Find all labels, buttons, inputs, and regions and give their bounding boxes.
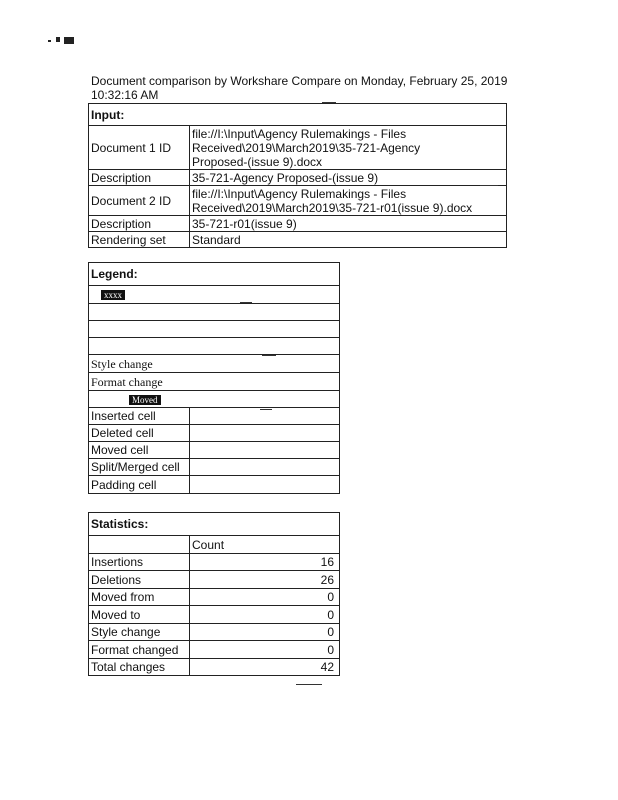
stat-label: Deletions (89, 571, 190, 589)
rendering-set-label: Rendering set (89, 232, 190, 248)
moved-highlight: Moved (129, 395, 161, 405)
statistics-table (88, 512, 340, 676)
legend-padding-cell-swatch (190, 476, 340, 494)
description-2-label: Description (89, 216, 190, 232)
stat-label: Total changes (89, 659, 190, 676)
scan-speck (262, 355, 276, 356)
header-line-1: Document comparison by Workshare Compare on Monday, February 25, 2019 (91, 74, 508, 88)
description-1-label: Description (89, 170, 190, 186)
scan-speck (480, 185, 498, 186)
stat-count: 42 (190, 659, 340, 676)
legend-title: Legend: (89, 263, 340, 286)
stat-label: Moved to (89, 606, 190, 624)
doc1-id-label: Document 1 ID (89, 126, 190, 170)
legend-moved-sample (89, 391, 340, 408)
legend-table (88, 262, 340, 494)
doc2-id-value: file://I:\Input\Agency Rulemakings - Files Received\2019\March2019\35-721-r01(issue 9).docx (190, 186, 507, 216)
description-2-value: 35-721-r01(issue 9) (190, 216, 507, 232)
legend-inserted-cell: Inserted cell (89, 408, 190, 425)
legend-moved-cell: Moved cell (89, 442, 190, 459)
legend-split-merged-cell: Split/Merged cell (89, 459, 190, 476)
stat-count: 16 (190, 554, 340, 571)
doc2-id-label: Document 2 ID (89, 186, 190, 216)
comparison-header (91, 74, 521, 102)
stat-count: 26 (190, 571, 340, 589)
legend-format-change: Format change (89, 373, 340, 391)
stat-count: 0 (190, 589, 340, 606)
legend-blank-row (89, 304, 340, 321)
statistics-header-blank (89, 536, 190, 554)
description-1-value: 35-721-Agency Proposed-(issue 9) (190, 170, 507, 186)
input-title: Input: (89, 104, 507, 126)
statistics-title: Statistics: (89, 513, 340, 536)
stat-count: 0 (190, 641, 340, 659)
stat-label: Insertions (89, 554, 190, 571)
stat-count: 0 (190, 606, 340, 624)
legend-split-merged-cell-swatch (190, 459, 340, 476)
header-line-2: 10:32:16 AM (91, 88, 159, 102)
stat-count: 0 (190, 624, 340, 641)
legend-deleted-cell: Deleted cell (89, 425, 190, 442)
stat-label: Format changed (89, 641, 190, 659)
scan-mark (48, 37, 74, 45)
legend-moved-cell-swatch (190, 442, 340, 459)
legend-padding-cell: Padding cell (89, 476, 190, 494)
legend-deleted-cell-swatch (190, 425, 340, 442)
input-table (88, 103, 507, 248)
scan-speck (260, 409, 272, 410)
stat-label: Moved from (89, 589, 190, 606)
legend-inserted-cell-swatch (190, 408, 340, 425)
legend-style-change: Style change (89, 355, 340, 373)
scan-speck (296, 684, 322, 685)
legend-insertion-sample (89, 286, 340, 304)
stat-label: Style change (89, 624, 190, 641)
insertion-highlight: xxxx (101, 290, 125, 300)
scan-speck (322, 102, 336, 103)
legend-blank-row (89, 338, 340, 355)
doc1-id-value: file://I:\Input\Agency Rulemakings - Files Received\2019\March2019\35-721-Agency Proposed-(issue 9).docx (190, 126, 507, 170)
count-header: Count (190, 536, 340, 554)
rendering-set-value: Standard (190, 232, 507, 248)
legend-blank-row (89, 321, 340, 338)
scan-speck (240, 302, 252, 303)
